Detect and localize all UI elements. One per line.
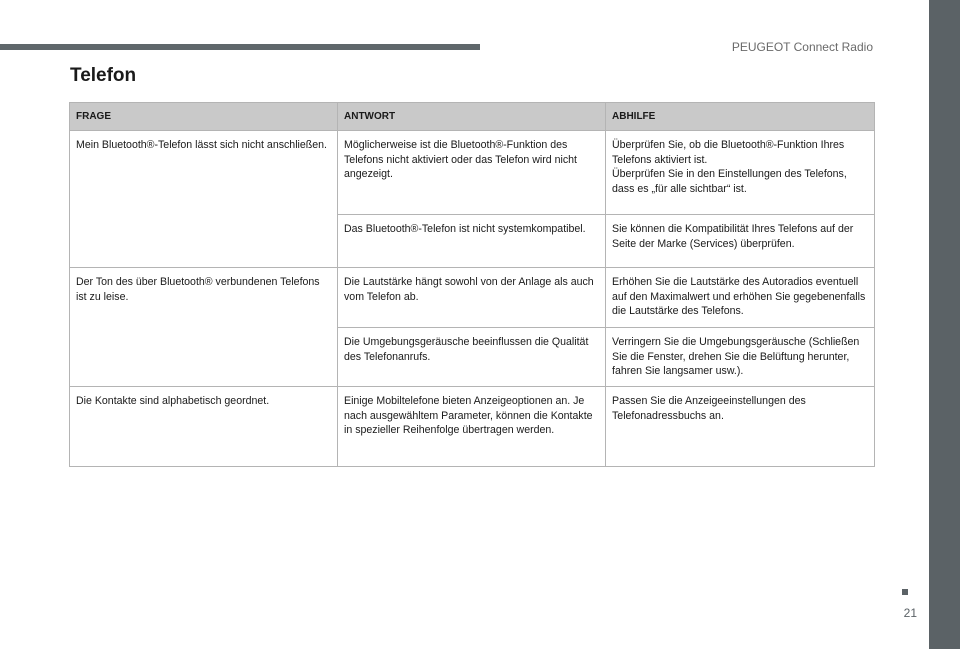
header-rule — [0, 44, 480, 50]
answer-cell: Die Umgebungsgeräusche beeinflussen die Qualität des Telefonanrufs. — [338, 328, 606, 387]
table-row — [70, 131, 875, 215]
remedy-cell — [606, 131, 875, 215]
page-marker-icon — [902, 589, 908, 595]
table-row — [70, 387, 875, 467]
remedy-line: Überprüfen Sie in den Einstellungen des Telefons, dass es „für alle sichtbar“ ist. — [612, 168, 847, 195]
question-cell: Der Ton des über Bluetooth® verbundenen Telefons ist zu leise. — [70, 268, 338, 387]
table-row — [70, 268, 875, 328]
faq-table — [69, 102, 874, 467]
column-header-answer: ANTWORT — [338, 103, 606, 131]
question-cell: Mein Bluetooth®-Telefon lässt sich nicht anschließen. — [70, 131, 338, 268]
remedy-cell: Verringern Sie die Umgebungsgeräusche (Schließen Sie die Fenster, drehen Sie die Belüftung herunter, fahren Sie langsamer usw.). — [606, 328, 875, 387]
column-header-question: FRAGE — [70, 103, 338, 131]
answer-cell: Das Bluetooth®-Telefon ist nicht systemkompatibel. — [338, 215, 606, 268]
answer-cell: Einige Mobiltelefone bieten Anzeigeoptionen an. Je nach ausgewähltem Parameter, können die Kontakte in spezieller Reihenfolge übertragen werden. — [338, 387, 606, 467]
answer-cell: Die Lautstärke hängt sowohl von der Anlage als auch vom Telefon ab. — [338, 268, 606, 328]
remedy-cell: Erhöhen Sie die Lautstärke des Autoradios eventuell auf den Maximalwert und erhöhen Sie gegebenenfalls die Lautstärke des Telefons. — [606, 268, 875, 328]
side-band — [929, 0, 960, 649]
page-title: Telefon — [70, 65, 137, 86]
brand-title: PEUGEOT Connect Radio — [731, 40, 873, 54]
remedy-cell: Passen Sie die Anzeigeeinstellungen des Telefonadressbuchs an. — [606, 387, 875, 467]
remedy-line: Überprüfen Sie, ob die Bluetooth®-Funktion Ihres Telefons aktiviert ist. — [612, 139, 845, 166]
question-cell: Die Kontakte sind alphabetisch geordnet. — [70, 387, 338, 467]
answer-cell: Möglicherweise ist die Bluetooth®-Funktion des Telefons nicht aktiviert oder das Telefon wird nicht angezeigt. — [338, 131, 606, 215]
remedy-cell: Sie können die Kompatibilität Ihres Telefons auf der Seite der Marke (Services) überprüfen. — [606, 215, 875, 268]
column-header-remedy: ABHILFE — [606, 103, 875, 131]
page-number: 21 — [903, 606, 917, 620]
table-header-row — [70, 103, 875, 131]
